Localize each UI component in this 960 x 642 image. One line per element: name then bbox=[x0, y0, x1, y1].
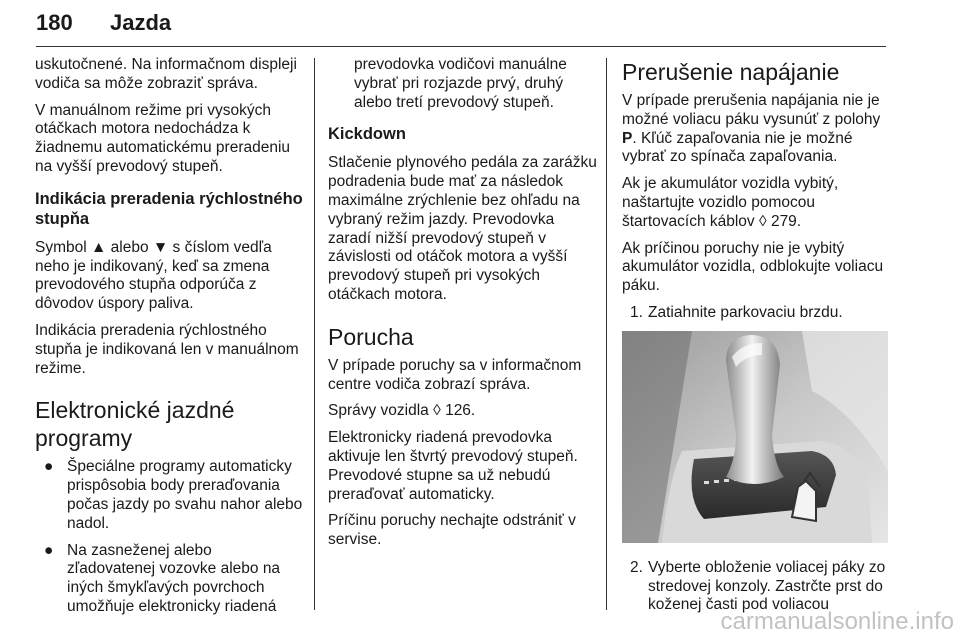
heading-power-interruption: Prerušenie napájanie bbox=[622, 59, 840, 85]
list-item: 1. Zatiahnite parkovaciu brzdu. bbox=[630, 303, 843, 321]
column-middle bbox=[328, 56, 598, 558]
heading-kickdown: Kickdown bbox=[328, 125, 406, 144]
page-header bbox=[36, 4, 886, 47]
paragraph: uskutočnené. Na informačnom displeji vodiča sa môže zobraziť správa. bbox=[35, 56, 297, 92]
paragraph: prevodovka vodičovi manuálne vybrať pri rozjazde prvý, druhý alebo tretí prevodový stupeň. bbox=[354, 56, 567, 111]
heading-fault: Porucha bbox=[328, 323, 414, 350]
paragraph: Príčinu poruchy nechajte odstrániť v servise. bbox=[328, 512, 576, 549]
watermark: carmanualsonline.info bbox=[720, 608, 954, 635]
paragraph: Ak príčinou poruchy nie je vybitý akumulátor vozidla, odblokujte voliacu páku. bbox=[622, 239, 884, 295]
list-item: 2. Vyberte obloženie voliacej páky zo stredovej konzoly. Zastrčte prst do koženej časti pod voliacou bbox=[630, 558, 886, 614]
bullet-icon: ● bbox=[44, 541, 54, 559]
paragraph: Indikácia preradenia rýchlostného stupňa je indikovaná len v manuálnom režime. bbox=[35, 321, 299, 377]
column-left bbox=[35, 56, 303, 625]
steps-list bbox=[622, 559, 888, 615]
paragraph: V manuálnom režime pri vysokých otáčkach motora nedochádza k žiadnemu automatickému preradeniu na vyšší prevodový stupeň. bbox=[35, 101, 291, 175]
paragraph: V prípade prerušenia napájania nie je možné voliacu páku vysunúť z polohy P. Kľúč zapaľovania nie je možné vybrať zo spínača zapaľovania. bbox=[622, 92, 881, 166]
paragraph: V prípade poruchy sa v informačnom centre vodiča zobrazí správa. bbox=[328, 356, 582, 393]
list-item: ● Na zasneženej alebo zľadovatenej vozovke alebo na iných šmykľavých povrchoch umožňuje elektronicky riadená bbox=[44, 541, 281, 615]
column-divider bbox=[606, 58, 607, 610]
bullet-icon: ● bbox=[44, 458, 54, 476]
paragraph: Symbol ▲ alebo ▼ s číslom vedľa neho je indikovaný, keď sa zmena prevodového stupňa odporúča z dôvodov úspory paliva. bbox=[35, 238, 272, 313]
paragraph: Správy vozidla ◊ 126. bbox=[328, 402, 476, 420]
heading-electronic-programs: Elektronické jazdné programy bbox=[35, 397, 235, 452]
bullet-list bbox=[35, 458, 303, 616]
column-divider bbox=[314, 58, 315, 610]
steps-list bbox=[622, 304, 888, 323]
list-item: ● Špeciálne programy automaticky prispôsobia body preraďovania počas jazdy po svahu nahor alebo nadol. bbox=[44, 458, 303, 532]
paragraph: Elektronicky riadená prevodovka aktivuje len štvrtý prevodový stupeň. Prevodové stupne sa už nebudú preraďovať automaticky. bbox=[328, 429, 578, 503]
heading-shift-indication: Indikácia preradenia rýchlostného stupňa bbox=[35, 189, 303, 228]
paragraph: Ak je akumulátor vozidla vybitý, naštartujte vozidlo pomocou štartovacích káblov ◊ 279. bbox=[622, 175, 839, 230]
page-number: 180 bbox=[36, 10, 73, 35]
column-right bbox=[622, 56, 888, 623]
section-title: Jazda bbox=[110, 10, 172, 35]
gear-selector-photo bbox=[622, 331, 888, 543]
paragraph: Stlačenie plynového pedála za zarážku podradenia bude mať za následok maximálne zrýchlenie bez ohľadu na vybraný režim jazdy. Prevodovka zaradí nižší prevodový stupeň v závislosti od otáčok motora a vyšší prevodový stupeň pri vysokých otáčkach motora. bbox=[328, 154, 597, 303]
